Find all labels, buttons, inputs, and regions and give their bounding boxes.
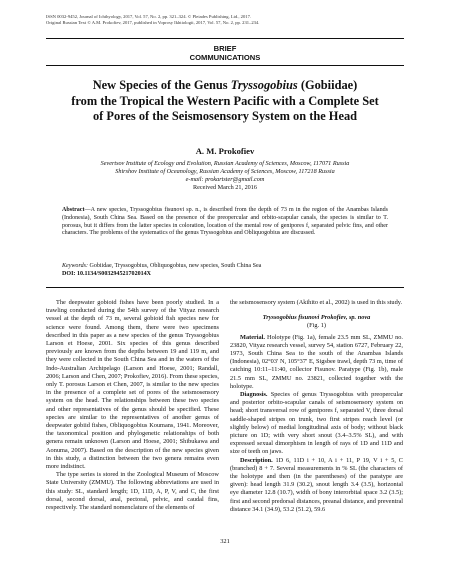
rubric-line: COMMUNICATIONS <box>189 53 261 62</box>
species-heading: Tryssogobius fisunovi Prokofiev, sp. nova <box>262 314 371 322</box>
section-rubric <box>0 44 450 62</box>
received-date: Received March 21, 2016 <box>193 184 257 192</box>
top-rule <box>46 38 404 39</box>
keywords-text: Gobiidae, Tryssogobius, Obliquogobius, new species, South China Sea <box>87 263 262 269</box>
keywords-label: Keywords: <box>62 263 88 269</box>
title-line: of Pores of the Seismosensory System on the Head <box>92 109 358 123</box>
abstract <box>62 207 388 238</box>
affiliations <box>0 160 450 192</box>
article-title <box>40 78 410 125</box>
diagnosis-label: Diagnosis. <box>240 391 268 399</box>
material-label: Material. <box>240 333 265 341</box>
email-line: e-mail: prokartster@gmail.com <box>185 176 265 184</box>
affiliation-line: Severtsov Institute of Ecology and Evolution, Russian Academy of Sciences, Moscow, 117071 Russia <box>100 160 350 167</box>
figure-reference: (Fig. 1) <box>307 322 326 330</box>
left-column <box>46 299 219 512</box>
journal-header <box>46 14 259 25</box>
body-paragraph: the seismosensory system (Akihito et al., 2002) is used in this study. <box>230 299 403 306</box>
rubric-rule <box>46 65 404 66</box>
affiliation-line: Shirshov Institute of Oceanology, Russian Academy of Sciences, Moscow, 117218 Russia <box>115 168 335 176</box>
keywords <box>62 262 388 270</box>
body-paragraph: The deepwater gobioid fishes have been poorly studied. In a trawling conducted during the 54th survey of the Vityaz research vessel at the depth of 73 m, several gobioid fish species new for science were found. Among them, there were two specimens described in this paper as a new species of the genus Tryssogobius Larson et Hoese, 2001. Six species of this genus described previously are known from the depths between 19 and 119 m, and they were collected in the South China Sea and in the waters of the Indo-Australian Archipelago (Larson and Hoese, 2001; Randall, 2006; Larson and Chen, 2007; Prokofiev, 2016). From these species, only T. porosus Larson et Chen, 2007, is similar to the new species in the presence of a complete set of pores of the seismosensory system on the head. The relationships between these two species and other representatives of the genus should be specified. These species are similar to the representatives of another genus of deepwater gobiid fishes, Obliquogobius Koumans, 1941. Moreover, the taxonomical position and phylogenetic relationships of both genera remain unknown (Larson and Hoese, 2001; Shibukawa and Aonuma, 2007). Based on the description of the new species given in this study, a distinction between the two genera remains even more indistinct. <box>46 299 219 471</box>
abstract-text: —A new species, Tryssogobius fisunovi sp. n., is described from the depth of 73 m in the region of the Anambas Islands (Indonesia), South China Sea. Based on the presence of the preopercular and orbito-scapular canals, the species is similar to T. porosus, but it differs from the latter species in coloration, location of the mental row of genipores f, separated pelvic fins, and other characters. The problems of the systematics of the genus Tryssogobius and Obliquogobius are discussed. <box>62 207 388 237</box>
abstract-rule <box>46 287 404 288</box>
title-line: from the Tropical the Western Pacific with a Complete Set <box>71 93 379 108</box>
journal-header-line: ISSN 0032-9452, Journal of Ichthyology, 2017, Vol. 57, No. 2, pp. 321–324. © Pleiades Publishing, Ltd., 2017. <box>46 14 252 19</box>
right-column <box>230 299 403 514</box>
title-line: New Species of the Genus Tryssogobius (Gobiidae) <box>92 78 358 92</box>
description-label: Description. <box>240 456 273 464</box>
material-paragraph: Material. Holotype (Fig. 1a), female 23.5 mm SL, ZMMU no. 23820, Vityaz research vessel, survey 54, station 6727, February 22, 1973, South China Sea to the south of the Anambas Islands (Indonesia), 02°03′ N, 105°37′ E, Sigsbee trawl, depth 73 m, time of catching 10:11–11:40, collector Fisunov. Paratype (Fig. 1b), male 21.5 mm SL, ZMMU no. 23821, collected together with the holotype. <box>230 333 403 390</box>
abstract-label: Abstract <box>62 207 85 213</box>
body-paragraph: The type series is stored in the Zoological Museum of Moscow State University (ZMMU). The following abbreviations are used in this study: SL, standard length; 1D, 11D, A, P, V, and C, the first dorsal, second dorsal, anal, pectoral, pelvic, and caudal fins, respectively. The standard nomenclature of the elements of <box>46 471 219 512</box>
author-name: A. M. Prokofiev <box>195 146 255 156</box>
page-number: 321 <box>220 538 230 545</box>
doi: DOI: 10.1134/S003294521702014X <box>62 271 152 277</box>
rubric-line: BRIEF <box>213 44 237 53</box>
diagnosis-paragraph: Diagnosis. Species of genus Tryssogobius with preopercular and posterior orbito-scapular canals of seismosensory system on head; short transversal row of genipores f, separated V, three dorsal saddle-shaped stripes on trunk, two first stripes reach level (or slightly below) of medial longitudinal axis of body; without black picture on 1D; with very short snout (3.4–3.5% SL), and with expressed sexual dimorphism in length of rays of 1D and 11D and size of teeth on jaws. <box>230 391 403 456</box>
journal-header-line: Original Russian Text © A.M. Prokofiev, 2017, published in Voprosy Ikhtiologii, 2017, Vol. 57, No. 2, pp. 231–234. <box>46 19 260 25</box>
description-paragraph: Description. 1D 6, 11D i + 10, A i + 11, P 19, V i + 5, C (branched) 8 + 7. Several measurements in % SL (the characters of the holotype and then (in the parentheses) of the paratype are given): head length 31.9 (30.2), snout length 3.4 (3.5), horizontal eye diameter 12.8 (10.7), width of bony interorbital space 3.2 (3.5); first and second predorsal distances, preanal distance, and preventral distance 34.1 (34.9), 53.2 (51.2), 59.6 <box>230 456 403 513</box>
